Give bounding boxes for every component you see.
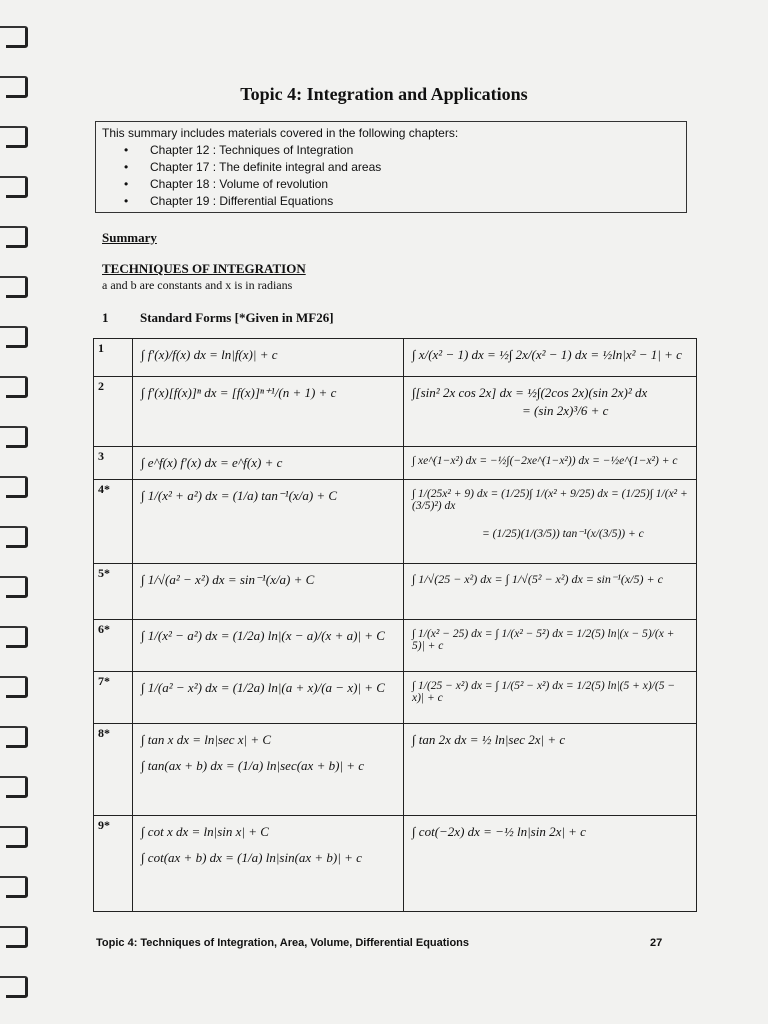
binder-ring — [6, 476, 28, 498]
general-formula — [133, 672, 404, 724]
page-title: Topic 4: Integration and Applications — [240, 84, 528, 104]
formula-line: ∫ cot(ax + b) dx = (1/a) ln|sin(ax + b)| + c — [141, 850, 362, 865]
formula-line: ∫ e^f(x) f′(x) dx = e^f(x) + c — [141, 455, 283, 470]
formula-line: ∫ x/(x² − 1) dx = ½∫ 2x/(x² − 1) dx = ½ln|x² − 1| + c — [412, 347, 682, 362]
row-number: 8* — [94, 724, 133, 816]
table-row — [94, 672, 697, 724]
binder-ring — [6, 826, 28, 848]
example-formula — [404, 377, 697, 447]
chapter-item: • Chapter 12 : Techniques of Integration — [150, 142, 680, 159]
formula-line: ∫ cot x dx = ln|sin x| + C — [141, 824, 269, 839]
table-row — [94, 480, 697, 564]
row-number: 5* — [94, 564, 133, 620]
formula-line: ∫ tan 2x dx = ½ ln|sec 2x| + c — [412, 732, 566, 747]
example-formula — [404, 816, 697, 912]
general-formula — [133, 816, 404, 912]
summary-heading: Summary — [102, 230, 157, 245]
example-formula — [404, 447, 697, 480]
formula-line: ∫[sin² 2x cos 2x] dx = ½∫(2cos 2x)(sin 2x)² dx — [412, 385, 648, 400]
binder-ring — [6, 926, 28, 948]
binder-ring — [6, 576, 28, 598]
binder-ring — [6, 276, 28, 298]
table-row — [94, 564, 697, 620]
example-formula — [404, 480, 697, 564]
general-formula — [133, 447, 404, 480]
general-formula — [133, 377, 404, 447]
general-formula — [133, 620, 404, 672]
techniques-heading: TECHNIQUES OF INTEGRATION — [102, 261, 306, 276]
chapter-list — [102, 142, 680, 210]
constants-note: a and b are constants and x is in radians — [102, 278, 293, 292]
page-footer: Topic 4: Techniques of Integration, Area, Volume, Differential Equations — [96, 937, 470, 949]
formula-line: ∫ f′(x)/f(x) dx = ln|f(x)| + c — [141, 347, 278, 362]
formula-line: ∫ 1/(x² + a²) dx = (1/a) tan⁻¹(x/a) + C — [141, 488, 338, 503]
binder-ring — [6, 326, 28, 348]
formula-line: ∫ tan x dx = ln|sec x| + C — [141, 732, 272, 747]
table-row — [94, 816, 697, 912]
binder-ring — [6, 126, 28, 148]
binder-ring — [6, 426, 28, 448]
general-formula — [133, 339, 404, 377]
row-number: 6* — [94, 620, 133, 672]
formula-line: ∫ cot(−2x) dx = −½ ln|sin 2x| + c — [412, 824, 586, 839]
formula-line: ∫ xe^(1−x²) dx = −½∫(−2xe^(1−x²)) dx = −½e^(1−x²) + c — [412, 455, 678, 467]
binder-ring — [6, 26, 28, 48]
binder-ring — [6, 376, 28, 398]
example-formula — [404, 672, 697, 724]
example-formula — [404, 339, 697, 377]
row-number: 4* — [94, 480, 133, 564]
page-number: 27 — [650, 937, 663, 949]
binder-ring — [6, 176, 28, 198]
standard-forms-table — [93, 338, 697, 912]
intro-box — [95, 121, 687, 213]
table-row — [94, 377, 697, 447]
formula-line: = (1/25)(1/(3/5)) tan⁻¹(x/(3/5)) + c — [482, 528, 644, 540]
row-number: 3 — [94, 447, 133, 480]
chapter-item: • Chapter 17 : The definite integral and areas — [150, 159, 680, 176]
binder-ring — [6, 976, 28, 998]
table-row — [94, 339, 697, 377]
formula-line: ∫ 1/√(25 − x²) dx = ∫ 1/√(5² − x²) dx = sin⁻¹(x/5) + c — [412, 572, 663, 586]
section-number: 1 — [102, 310, 109, 325]
example-formula — [404, 724, 697, 816]
example-formula — [404, 564, 697, 620]
formula-line: = (sin 2x)³/6 + c — [522, 403, 609, 418]
formula-line: ∫ 1/(x² − 25) dx = ∫ 1/(x² − 5²) dx = 1/2(5) ln|(x − 5)/(x + 5)| + c — [412, 628, 675, 652]
formula-line: ∫ 1/√(a² − x²) dx = sin⁻¹(x/a) + C — [141, 572, 315, 587]
chapter-item: • Chapter 18 : Volume of revolution — [150, 176, 680, 193]
row-number: 9* — [94, 816, 133, 912]
row-number: 2 — [94, 377, 133, 447]
binder-ring — [6, 526, 28, 548]
binder-ring — [6, 226, 28, 248]
table-row — [94, 447, 697, 480]
formula-line: ∫ tan(ax + b) dx = (1/a) ln|sec(ax + b)| + c — [141, 758, 365, 773]
general-formula — [133, 724, 404, 816]
general-formula — [133, 480, 404, 564]
row-number: 1 — [94, 339, 133, 377]
formula-line: ∫ f′(x)[f(x)]ⁿ dx = [f(x)]ⁿ⁺¹/(n + 1) + c — [141, 385, 337, 400]
row-number: 7* — [94, 672, 133, 724]
example-formula — [404, 620, 697, 672]
section-title: Standard Forms [*Given in MF26] — [140, 310, 334, 325]
binder-ring — [6, 676, 28, 698]
formula-line: ∫ 1/(25x² + 9) dx = (1/25)∫ 1/(x² + 9/25) dx = (1/25)∫ 1/(x² + (3/5)²) dx — [412, 488, 688, 512]
binder-ring — [6, 776, 28, 798]
intro-lead: This summary includes materials covered in the following chapters: — [102, 126, 459, 140]
binder-ring — [6, 876, 28, 898]
formula-line: ∫ 1/(x² − a²) dx = (1/2a) ln|(x − a)/(x + a)| + C — [141, 628, 385, 643]
table-row — [94, 724, 697, 816]
formula-line: ∫ 1/(a² − x²) dx = (1/2a) ln|(a + x)/(a − x)| + C — [141, 680, 385, 695]
formula-line: ∫ 1/(25 − x²) dx = ∫ 1/(5² − x²) dx = 1/2(5) ln|(5 + x)/(5 − x)| + c — [412, 680, 676, 704]
general-formula — [133, 564, 404, 620]
chapter-item: • Chapter 19 : Differential Equations — [150, 193, 680, 210]
binder-ring — [6, 726, 28, 748]
binder-ring — [6, 626, 28, 648]
table-row — [94, 620, 697, 672]
